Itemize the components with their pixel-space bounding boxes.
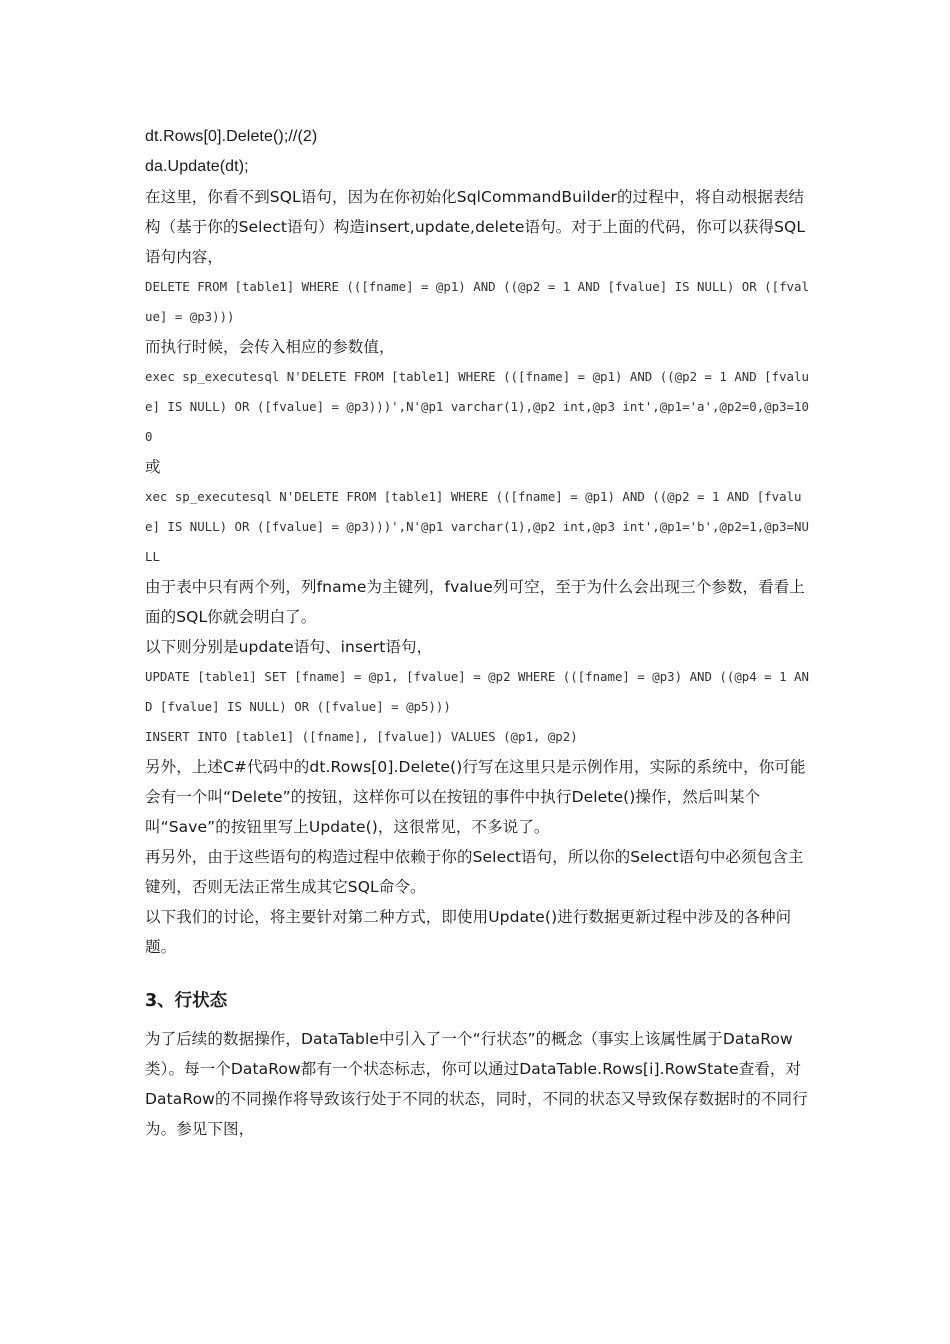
- sql-delete-statement: DELETE FROM [table1] WHERE (([fname] = @p1) AND ((@p2 = 1 AND [fvalue] IS NULL) OR ([fvalue] = @p3))): [145, 279, 809, 324]
- sql-update-statement: UPDATE [table1] SET [fname] = @p1, [fvalue] = @p2 WHERE (([fname] = @p3) AND ((@p4 = 1 AND [fvalue] IS NULL) OR ([fvalue] = @p5))): [145, 669, 809, 714]
- paragraph-sql-builder: 在这里，你看不到SQL语句，因为在你初始化SqlCommandBuilder的过程中，将自动根据表结构（基于你的Select语句）构造insert,update,delete语句。对于上面的代码，你可以获得SQL语句内容，: [145, 188, 806, 266]
- paragraph-select-primary-key: 再另外，由于这些语句的构造过程中依赖于你的Select语句，所以你的Select语句中必须包含主键列，否则无法正常生成其它SQL命令。: [145, 848, 804, 896]
- document-page: [145, 122, 810, 1144]
- paragraph-or: 或: [145, 458, 161, 476]
- paragraph-delete-button: 另外，上述C#代码中的dt.Rows[0].Delete()行写在这里只是示例作用，实际的系统中，你可能会有一个叫“Delete”的按钮，这样你可以在按钮的事件中执行Delete()操作，然后叫某个叫“Save”的按钮里写上Update()，这很常见，不多说了。: [145, 758, 806, 836]
- paragraph-params-intro: 而执行时候，会传入相应的参数值，: [145, 338, 395, 356]
- code-line-delete: dt.Rows[0].Delete();//(2): [145, 128, 318, 145]
- paragraph-update-insert-intro: 以下则分别是update语句、insert语句，: [145, 638, 433, 656]
- sql-exec-statement-a: exec sp_executesql N'DELETE FROM [table1] WHERE (([fname] = @p1) AND ((@p2 = 1 AND [fvalue] IS NULL) OR ([fvalue] = @p3)))',N'@p1 varchar(1),@p2 int,@p3 int',@p1='a',@p2=0,@p3=100: [145, 369, 809, 444]
- paragraph-discussion-scope: 以下我们的讨论，将主要针对第二种方式，即使用Update()进行数据更新过程中涉及的各种问题。: [145, 908, 792, 956]
- section-heading-row-state: 3、行状态: [145, 991, 228, 1011]
- paragraph-row-state: 为了后续的数据操作，DataTable中引入了一个“行状态”的概念（事实上该属性属于DataRow类）。每一个DataRow都有一个状态标志，你可以通过DataTable.Rows[i].RowState查看，对DataRow的不同操作将导致该行处于不同的状态，同时，不同的状态又导致保存数据时的不同行为。参见下图，: [145, 1030, 808, 1138]
- sql-exec-statement-b: xec sp_executesql N'DELETE FROM [table1] WHERE (([fname] = @p1) AND ((@p2 = 1 AND [fvalue] IS NULL) OR ([fvalue] = @p3)))',N'@p1 varchar(1),@p2 int,@p3 int',@p1='b',@p2=1,@p3=NULL: [145, 489, 809, 564]
- paragraph-columns-explain: 由于表中只有两个列，列fname为主键列，fvalue列可空，至于为什么会出现三个参数，看看上面的SQL你就会明白了。: [145, 578, 805, 626]
- sql-insert-statement: INSERT INTO [table1] ([fname], [fvalue]) VALUES (@p1, @p2): [145, 729, 578, 744]
- code-line-update: da.Update(dt);: [145, 158, 249, 175]
